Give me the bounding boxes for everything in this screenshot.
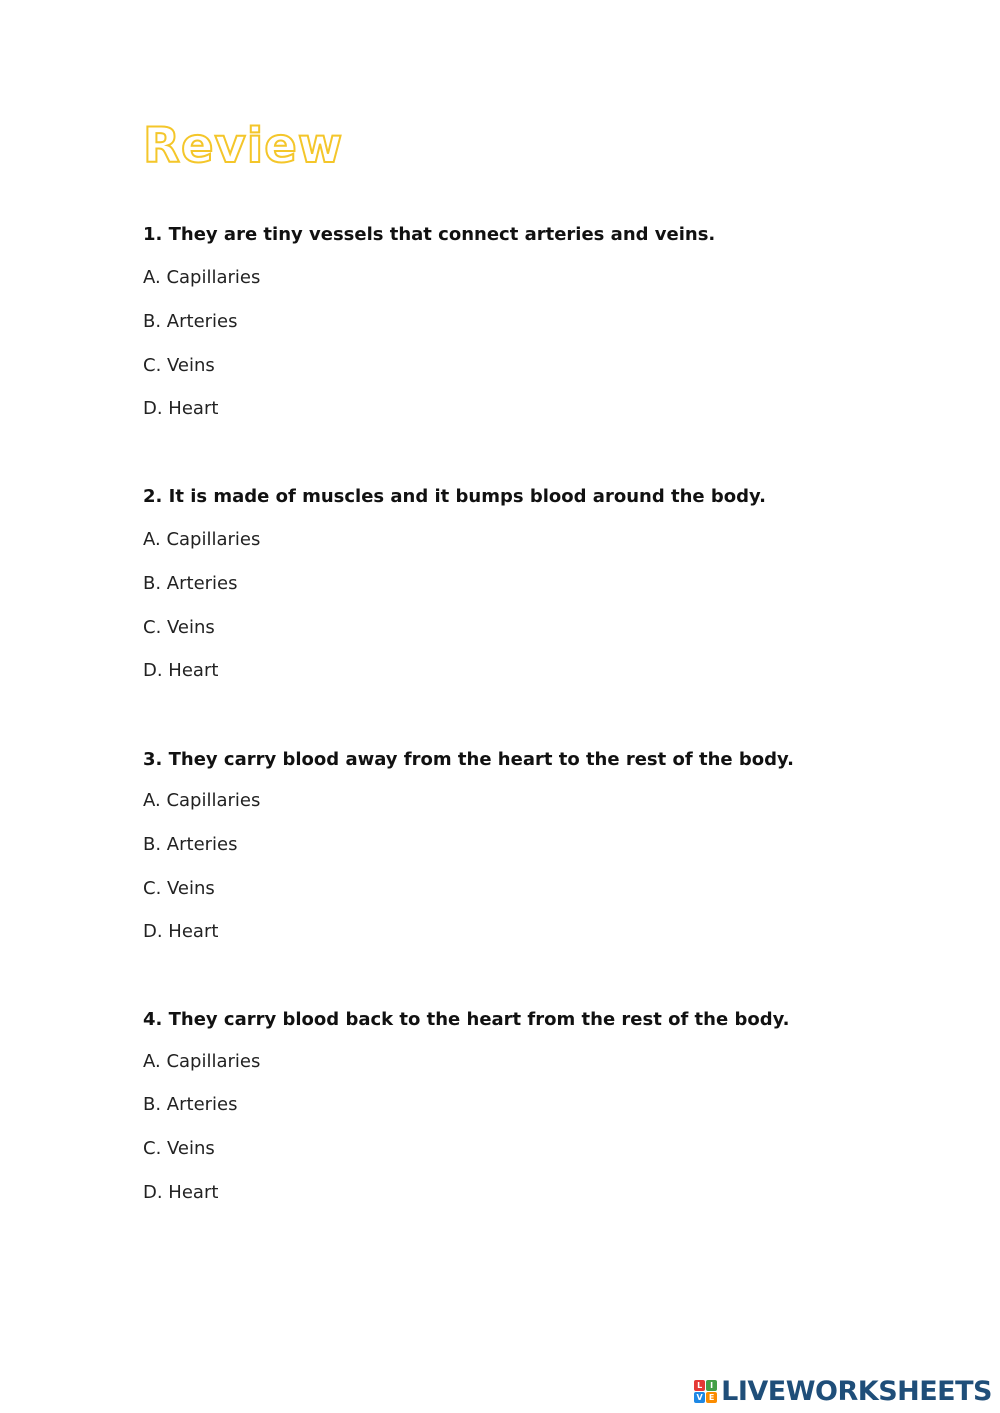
answer-option[interactable]: D. Heart — [143, 660, 219, 681]
logo-letter-v: V — [694, 1392, 705, 1403]
answer-option[interactable]: C. Veins — [143, 355, 215, 376]
brand-text: LIVEWORKSHEETS — [721, 1376, 992, 1407]
answer-option[interactable]: D. Heart — [143, 1182, 219, 1203]
answer-option[interactable]: B. Arteries — [143, 573, 238, 594]
answer-option[interactable]: D. Heart — [143, 398, 219, 419]
answer-option[interactable]: D. Heart — [143, 921, 219, 942]
question-text: 4. They carry blood back to the heart from the rest of the body. — [143, 1009, 790, 1030]
logo-letter-e: E — [706, 1392, 717, 1403]
liveworksheets-brand — [694, 1378, 992, 1405]
question-text: 3. They carry blood away from the heart to the rest of the body. — [143, 749, 794, 770]
answer-option[interactable]: C. Veins — [143, 617, 215, 638]
answer-option[interactable]: C. Veins — [143, 878, 215, 899]
answer-option[interactable]: A. Capillaries — [143, 790, 261, 811]
answer-option[interactable]: B. Arteries — [143, 1094, 238, 1115]
answer-option[interactable]: B. Arteries — [143, 311, 238, 332]
page-title: Review — [143, 118, 344, 174]
answer-option[interactable]: C. Veins — [143, 1138, 215, 1159]
liveworksheets-logo-icon — [694, 1380, 717, 1403]
logo-letter-l: L — [694, 1380, 705, 1391]
question-text: 2. It is made of muscles and it bumps blood around the body. — [143, 486, 766, 507]
answer-option[interactable]: A. Capillaries — [143, 529, 261, 550]
answer-option[interactable]: A. Capillaries — [143, 1051, 261, 1072]
answer-option[interactable]: B. Arteries — [143, 834, 238, 855]
logo-letter-i: I — [706, 1380, 717, 1391]
answer-option[interactable]: A. Capillaries — [143, 267, 261, 288]
question-text: 1. They are tiny vessels that connect arteries and veins. — [143, 224, 716, 245]
